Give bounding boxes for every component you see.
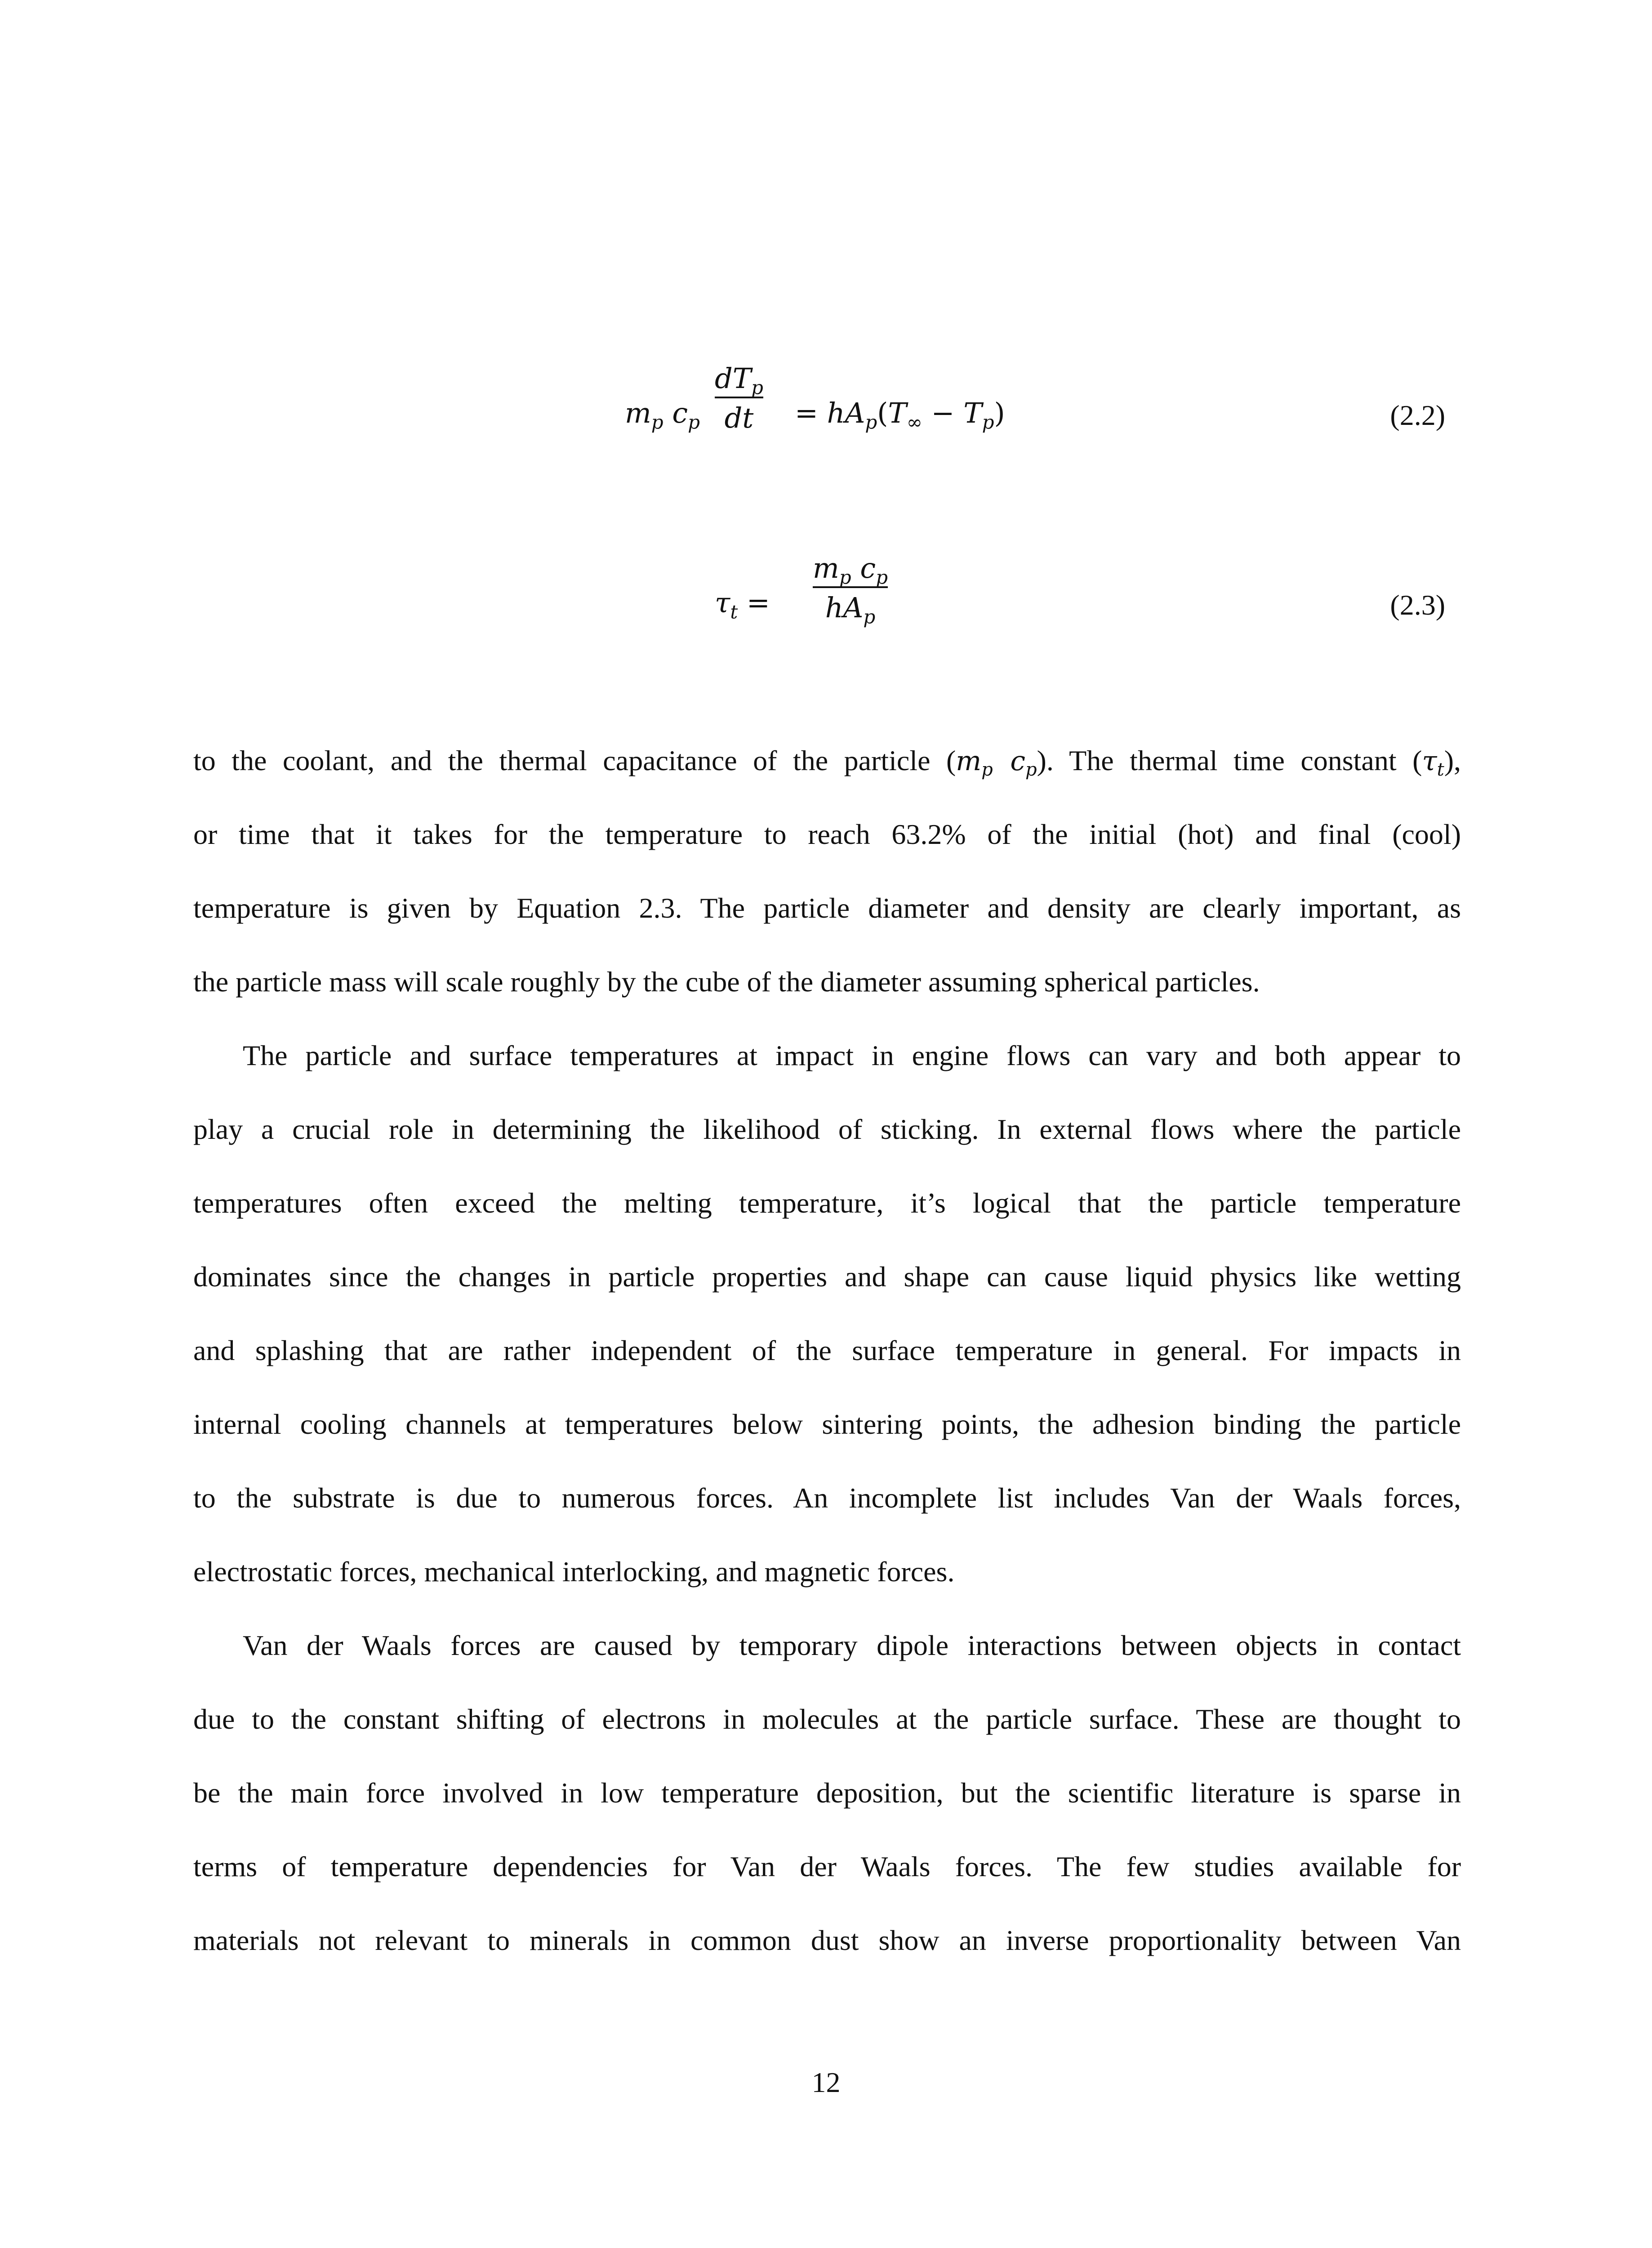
text-line: materials not relevant to minerals in common dust show an inverse proportionality between Van [193, 1924, 1461, 1956]
text-line: dominates since the changes in particle properties and shape can cause liquid physics like wetting [193, 1261, 1461, 1293]
equation-2-2-rhs: = $hA_p(T_\infty - T_p)$ [795, 397, 1005, 433]
text-line: the particle mass will scale roughly by the cube of the diameter assuming spherical particles. [193, 966, 1260, 998]
text-line: due to the constant shifting of electrons in molecules at the particle surface. These are thought to [193, 1703, 1461, 1735]
equation-number: (2.3) [1390, 589, 1445, 621]
text-line: temperature is given by Equation 2.3. The particle diameter and density are clearly important, as [193, 892, 1461, 924]
text-line: electrostatic forces, mechanical interlocking, and magnetic forces. [193, 1556, 955, 1588]
equation-2-2-lhs: $m_p$ $c_p$ [625, 397, 700, 433]
paragraph-2 [193, 1019, 1461, 1609]
text-line: or time that it takes for the temperature to reach 63.2% of the initial (hot) and final (cool) [193, 818, 1461, 850]
text-line: and splashing that are rather independent of the surface temperature in general. For impacts in [193, 1334, 1461, 1366]
text-line: terms of temperature dependencies for Van der Waals forces. The few studies available for [193, 1851, 1461, 1882]
page-number: 12 [811, 2066, 841, 2098]
inline-math-thermal-capacitance: $m_p$ $c_p$ [956, 745, 1037, 780]
text-line: temperatures often exceed the melting temperature, it’s logical that the particle temperature [193, 1187, 1461, 1219]
equation-2-2 [0, 346, 1652, 454]
equation-2-3-lhs: $\tau_t$ = [715, 586, 770, 623]
text-line: be the main force involved in low temperature deposition, but the scientific literature is sparse in [193, 1777, 1461, 1809]
paragraph-1 [193, 724, 1461, 1019]
text-line: to the coolant, and the thermal capacitance of the particle ($m_p$ $c_p$). The thermal time constant $(\tau_t)$, [193, 745, 1461, 780]
text-line: to the substrate is due to numerous forces. An incomplete list includes Van der Waals forces, [193, 1482, 1461, 1514]
text-line: The particle and surface temperatures at impact in engine flows can vary and both appear to [243, 1039, 1461, 1071]
equation-number: (2.2) [1390, 399, 1445, 431]
equation-2-3 [0, 544, 1652, 652]
inline-math-time-constant: $\tau_t$ [1422, 745, 1444, 780]
equation-2-2-derivative: $dT_p$ dt [715, 362, 763, 435]
equation-2-3-fraction: $m_p$ $c_p$ $hA_p$ [813, 552, 888, 628]
text-line: internal cooling channels at temperatures below sintering points, the adhesion binding the particle [193, 1408, 1461, 1440]
paragraph-3 [193, 1609, 1461, 1977]
text-line: play a crucial role in determining the likelihood of sticking. In external flows where the particle [193, 1113, 1461, 1145]
text-line: Van der Waals forces are caused by temporary dipole interactions between objects in contact [243, 1629, 1461, 1661]
